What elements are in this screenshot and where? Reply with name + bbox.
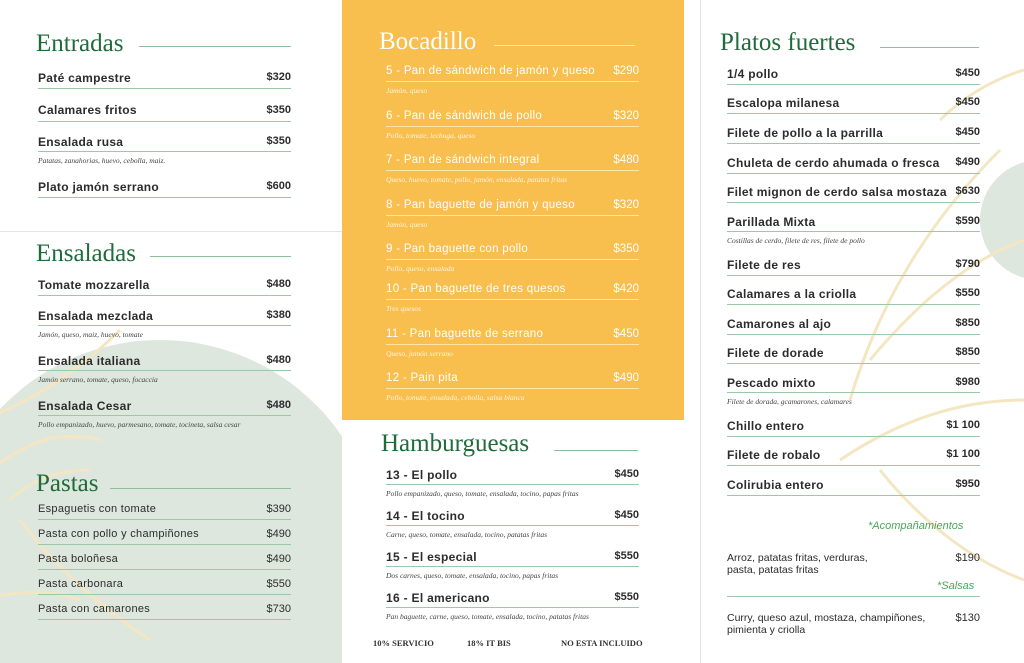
item-name: 15 - El especial xyxy=(386,550,477,564)
item-name: 9 - Pan baguette con pollo xyxy=(386,243,529,255)
item-name: Pasta con pollo y champiñones xyxy=(38,528,199,540)
item-price: $550 xyxy=(614,591,639,603)
ensaladas-title-rule xyxy=(150,256,291,257)
item-divider xyxy=(727,84,980,85)
item-divider xyxy=(727,436,980,437)
item-divider xyxy=(38,415,291,416)
item-description: Queso, jamón serrano xyxy=(386,349,453,358)
platos-fuertes-title-rule xyxy=(880,47,979,48)
platos-fuertes-title: Platos fuertes xyxy=(720,29,856,56)
item-description: Jamón, queso xyxy=(386,86,428,95)
item-name: Parillada Mixta xyxy=(727,215,816,229)
item-divider xyxy=(38,121,291,122)
item-divider xyxy=(386,525,639,526)
menu-item xyxy=(38,553,291,573)
salsas-price: $130 xyxy=(955,612,980,624)
item-price: $950 xyxy=(955,478,980,490)
hamburguesas-title: Hamburguesas xyxy=(381,430,530,457)
item-price: $980 xyxy=(955,376,980,388)
menu-item xyxy=(38,503,291,523)
item-price: $850 xyxy=(955,346,980,358)
item-name: Ensalada Cesar xyxy=(38,399,132,413)
item-divider xyxy=(727,275,980,276)
item-price: $600 xyxy=(266,180,291,192)
item-price: $790 xyxy=(955,258,980,270)
item-divider xyxy=(38,88,291,89)
item-divider xyxy=(38,594,291,595)
item-description: Tres quesos xyxy=(386,304,421,313)
item-name: Ensalada italiana xyxy=(38,354,141,368)
item-divider xyxy=(38,544,291,545)
menu-item xyxy=(38,103,291,127)
item-name: Chuleta de cerdo ahumada o fresca xyxy=(727,156,940,170)
item-description: Patatas, zanahorias, huevo, cebolla, maiz. xyxy=(38,156,166,165)
item-divider xyxy=(38,370,291,371)
pastas-title-rule xyxy=(110,488,291,489)
entradas-title: Entradas xyxy=(36,30,124,57)
item-name: Colirubia entero xyxy=(727,478,824,492)
menu-item xyxy=(727,287,980,311)
item-divider xyxy=(386,607,639,608)
menu-item xyxy=(386,328,639,360)
bocadillo-title-rule xyxy=(494,45,635,46)
salsas-item xyxy=(727,612,980,640)
entradas-title-rule xyxy=(139,46,291,47)
item-price: $1 100 xyxy=(946,419,980,431)
item-name: 12 - Pain pita xyxy=(386,372,458,384)
item-divider xyxy=(38,569,291,570)
item-description: Costillas de cerdo, filete de res, filete de pollo xyxy=(727,236,865,245)
menu-item xyxy=(727,376,980,410)
item-price: $550 xyxy=(614,550,639,562)
item-divider xyxy=(386,81,639,82)
item-name: Pasta con camarones xyxy=(38,603,151,615)
item-name: 1/4 pollo xyxy=(727,67,779,81)
item-name: Plato jamón serrano xyxy=(38,180,160,194)
menu-item xyxy=(38,603,291,623)
item-divider xyxy=(386,344,639,345)
item-divider xyxy=(727,173,980,174)
item-name: Pescado mixto xyxy=(727,376,816,390)
item-price: $290 xyxy=(613,65,639,77)
item-divider xyxy=(727,495,980,496)
item-divider xyxy=(386,484,639,485)
item-price: $350 xyxy=(266,135,291,147)
item-price: $490 xyxy=(955,156,980,168)
menu-item xyxy=(727,96,980,120)
item-price: $490 xyxy=(266,553,291,565)
menu-item xyxy=(386,468,639,500)
menu-item xyxy=(727,317,980,341)
menu-item xyxy=(386,283,639,315)
item-price: $450 xyxy=(955,67,980,79)
item-name: Chillo entero xyxy=(727,419,805,433)
section-divider-horizontal xyxy=(0,231,342,232)
item-divider xyxy=(727,334,980,335)
item-divider xyxy=(386,126,639,127)
menu-item xyxy=(38,309,291,343)
footer-servicio: 10% SERVICIO xyxy=(373,638,434,648)
item-divider xyxy=(727,304,980,305)
item-name: Filete de robalo xyxy=(727,448,821,462)
item-name: Calamares a la criolla xyxy=(727,287,857,301)
menu-item xyxy=(386,372,639,404)
item-price: $490 xyxy=(266,528,291,540)
menu-item xyxy=(727,478,980,502)
item-price: $320 xyxy=(266,71,291,83)
section-divider-vertical xyxy=(700,0,701,663)
item-name: Camarones al ajo xyxy=(727,317,832,331)
menu-item xyxy=(727,419,980,443)
item-name: 13 - El pollo xyxy=(386,468,458,482)
item-description: Pollo empanizado, huevo, parmesano, tomate, tocineta, salsa cesar xyxy=(38,420,241,429)
item-price: $850 xyxy=(955,317,980,329)
item-description: Dos carnes, queso, tomate, ensalada, tocino, papas fritas xyxy=(386,571,559,580)
item-name: 7 - Pan de sándwich integral xyxy=(386,154,540,166)
item-price: $420 xyxy=(613,283,639,295)
item-name: 16 - El americano xyxy=(386,591,490,605)
item-price: $450 xyxy=(614,509,639,521)
item-price: $550 xyxy=(955,287,980,299)
salsas-divider xyxy=(727,596,980,597)
menu-item xyxy=(727,185,980,209)
item-description: Pollo empanizado, queso, tomate, ensalada, tocino, papas fritas xyxy=(386,489,579,498)
item-divider xyxy=(386,299,639,300)
item-divider xyxy=(38,325,291,326)
item-divider xyxy=(727,143,980,144)
salsas-text: Curry, queso azul, mostaza, champiñones, pimienta y criolla xyxy=(727,612,926,636)
menu-item xyxy=(38,180,291,204)
acompanamientos-text: Arroz, patatas fritas, verduras, pasta, patatas fritas xyxy=(727,552,868,576)
item-name: Ensalada rusa xyxy=(38,135,124,149)
salsas-heading: *Salsas xyxy=(937,580,975,592)
menu-item xyxy=(386,65,639,97)
acompanamientos-price: $190 xyxy=(955,552,980,564)
item-divider xyxy=(38,519,291,520)
item-name: 8 - Pan baguette de jamón y queso xyxy=(386,199,575,211)
bocadillo-title: Bocadillo xyxy=(379,28,477,55)
item-description: Jamón, queso xyxy=(386,220,428,229)
item-description: Pollo, tomate, lechuga, queso xyxy=(386,131,476,140)
acompanamientos-heading: *Acompañamientos xyxy=(868,520,964,532)
menu-item xyxy=(38,278,291,302)
item-divider xyxy=(727,202,980,203)
menu-item xyxy=(38,71,291,95)
item-name: Paté campestre xyxy=(38,71,131,85)
footer-itbis: 18% IT BIS xyxy=(467,638,511,648)
item-price: $450 xyxy=(614,468,639,480)
item-price: $480 xyxy=(266,278,291,290)
item-description: Pollo, tomate, ensalada, cebolla, salsa blanca xyxy=(386,393,525,402)
item-divider xyxy=(727,231,980,232)
item-name: Escalopa milanesa xyxy=(727,96,840,110)
item-price: $320 xyxy=(613,199,639,211)
menu-item xyxy=(727,258,980,282)
item-divider xyxy=(38,295,291,296)
menu-item xyxy=(38,528,291,548)
item-divider xyxy=(727,363,980,364)
item-name: Filete de res xyxy=(727,258,801,272)
menu-item xyxy=(386,509,639,541)
item-name: 5 - Pan de sándwich de jamón y queso xyxy=(386,65,595,77)
item-price: $480 xyxy=(613,154,639,166)
item-price: $1 100 xyxy=(946,448,980,460)
item-price: $490 xyxy=(613,372,639,384)
item-name: 6 - Pan de sándwich de pollo xyxy=(386,110,543,122)
menu-item xyxy=(727,67,980,91)
item-name: Filet mignon de cerdo salsa mostaza xyxy=(727,185,947,199)
item-name: Calamares fritos xyxy=(38,103,137,117)
menu-item xyxy=(386,110,639,142)
item-divider xyxy=(386,259,639,260)
menu-item xyxy=(386,154,639,186)
menu-item xyxy=(386,550,639,582)
item-price: $450 xyxy=(955,126,980,138)
item-price: $450 xyxy=(955,96,980,108)
item-price: $590 xyxy=(955,215,980,227)
item-divider xyxy=(386,170,639,171)
menu-item xyxy=(727,215,980,249)
item-description: Jamón serrano, tomate, queso, focaccia xyxy=(38,375,158,384)
item-divider xyxy=(386,215,639,216)
item-name: 11 - Pan baguette de serrano xyxy=(386,328,544,340)
item-name: Filete de pollo a la parrilla xyxy=(727,126,884,140)
item-price: $320 xyxy=(613,110,639,122)
item-price: $480 xyxy=(266,399,291,411)
item-name: 14 - El tocino xyxy=(386,509,465,523)
item-name: Espaguetis con tomate xyxy=(38,503,157,515)
item-price: $480 xyxy=(266,354,291,366)
item-name: 10 - Pan baguette de tres quesos xyxy=(386,283,566,295)
item-price: $350 xyxy=(613,243,639,255)
item-description: Pollo, queso, ensalada xyxy=(386,264,455,273)
pastas-title: Pastas xyxy=(36,470,99,497)
menu-item xyxy=(386,591,639,623)
item-name: Tomate mozzarella xyxy=(38,278,150,292)
item-description: Pan baguette, carne, queso, tomate, ensalada, tocino, patatas fritas xyxy=(386,612,589,621)
footer-no-incluido: NO ESTA INCLUIDO xyxy=(561,638,643,648)
item-price: $390 xyxy=(266,503,291,515)
item-name: Pasta carbonara xyxy=(38,578,124,590)
menu-item xyxy=(386,199,639,231)
item-divider xyxy=(38,619,291,620)
item-description: Jamón, queso, maiz, huevo, tomate xyxy=(38,330,143,339)
item-divider xyxy=(727,113,980,114)
item-description: Filete de dorada, gcamarones, calamares xyxy=(727,397,852,406)
item-divider xyxy=(38,151,291,152)
item-name: Filete de dorade xyxy=(727,346,824,360)
menu-item xyxy=(38,399,291,433)
menu-item xyxy=(727,156,980,180)
acompanamientos-item xyxy=(727,552,980,580)
menu-item xyxy=(38,354,291,388)
item-price: $380 xyxy=(266,309,291,321)
item-name: Pasta boloñesa xyxy=(38,553,119,565)
hamburguesas-title-rule xyxy=(554,450,638,451)
menu-item xyxy=(727,126,980,150)
menu-item xyxy=(38,578,291,598)
item-divider xyxy=(727,392,980,393)
item-name: Ensalada mezclada xyxy=(38,309,154,323)
item-price: $450 xyxy=(613,328,639,340)
item-divider xyxy=(727,465,980,466)
menu-item xyxy=(386,243,639,275)
item-price: $730 xyxy=(266,603,291,615)
item-divider xyxy=(386,388,639,389)
item-description: Queso, huevo, tomate, pollo, jamón, ensalada, patatas fritas xyxy=(386,175,568,184)
menu-item xyxy=(727,346,980,370)
item-price: $630 xyxy=(955,185,980,197)
menu-item xyxy=(38,135,291,169)
menu-item xyxy=(727,448,980,472)
item-description: Carne, queso, tomate, ensalada, tocino, patatas fritas xyxy=(386,530,548,539)
item-price: $550 xyxy=(266,578,291,590)
item-divider xyxy=(386,566,639,567)
item-divider xyxy=(38,197,291,198)
item-price: $350 xyxy=(266,104,291,116)
ensaladas-title: Ensaladas xyxy=(36,240,136,267)
